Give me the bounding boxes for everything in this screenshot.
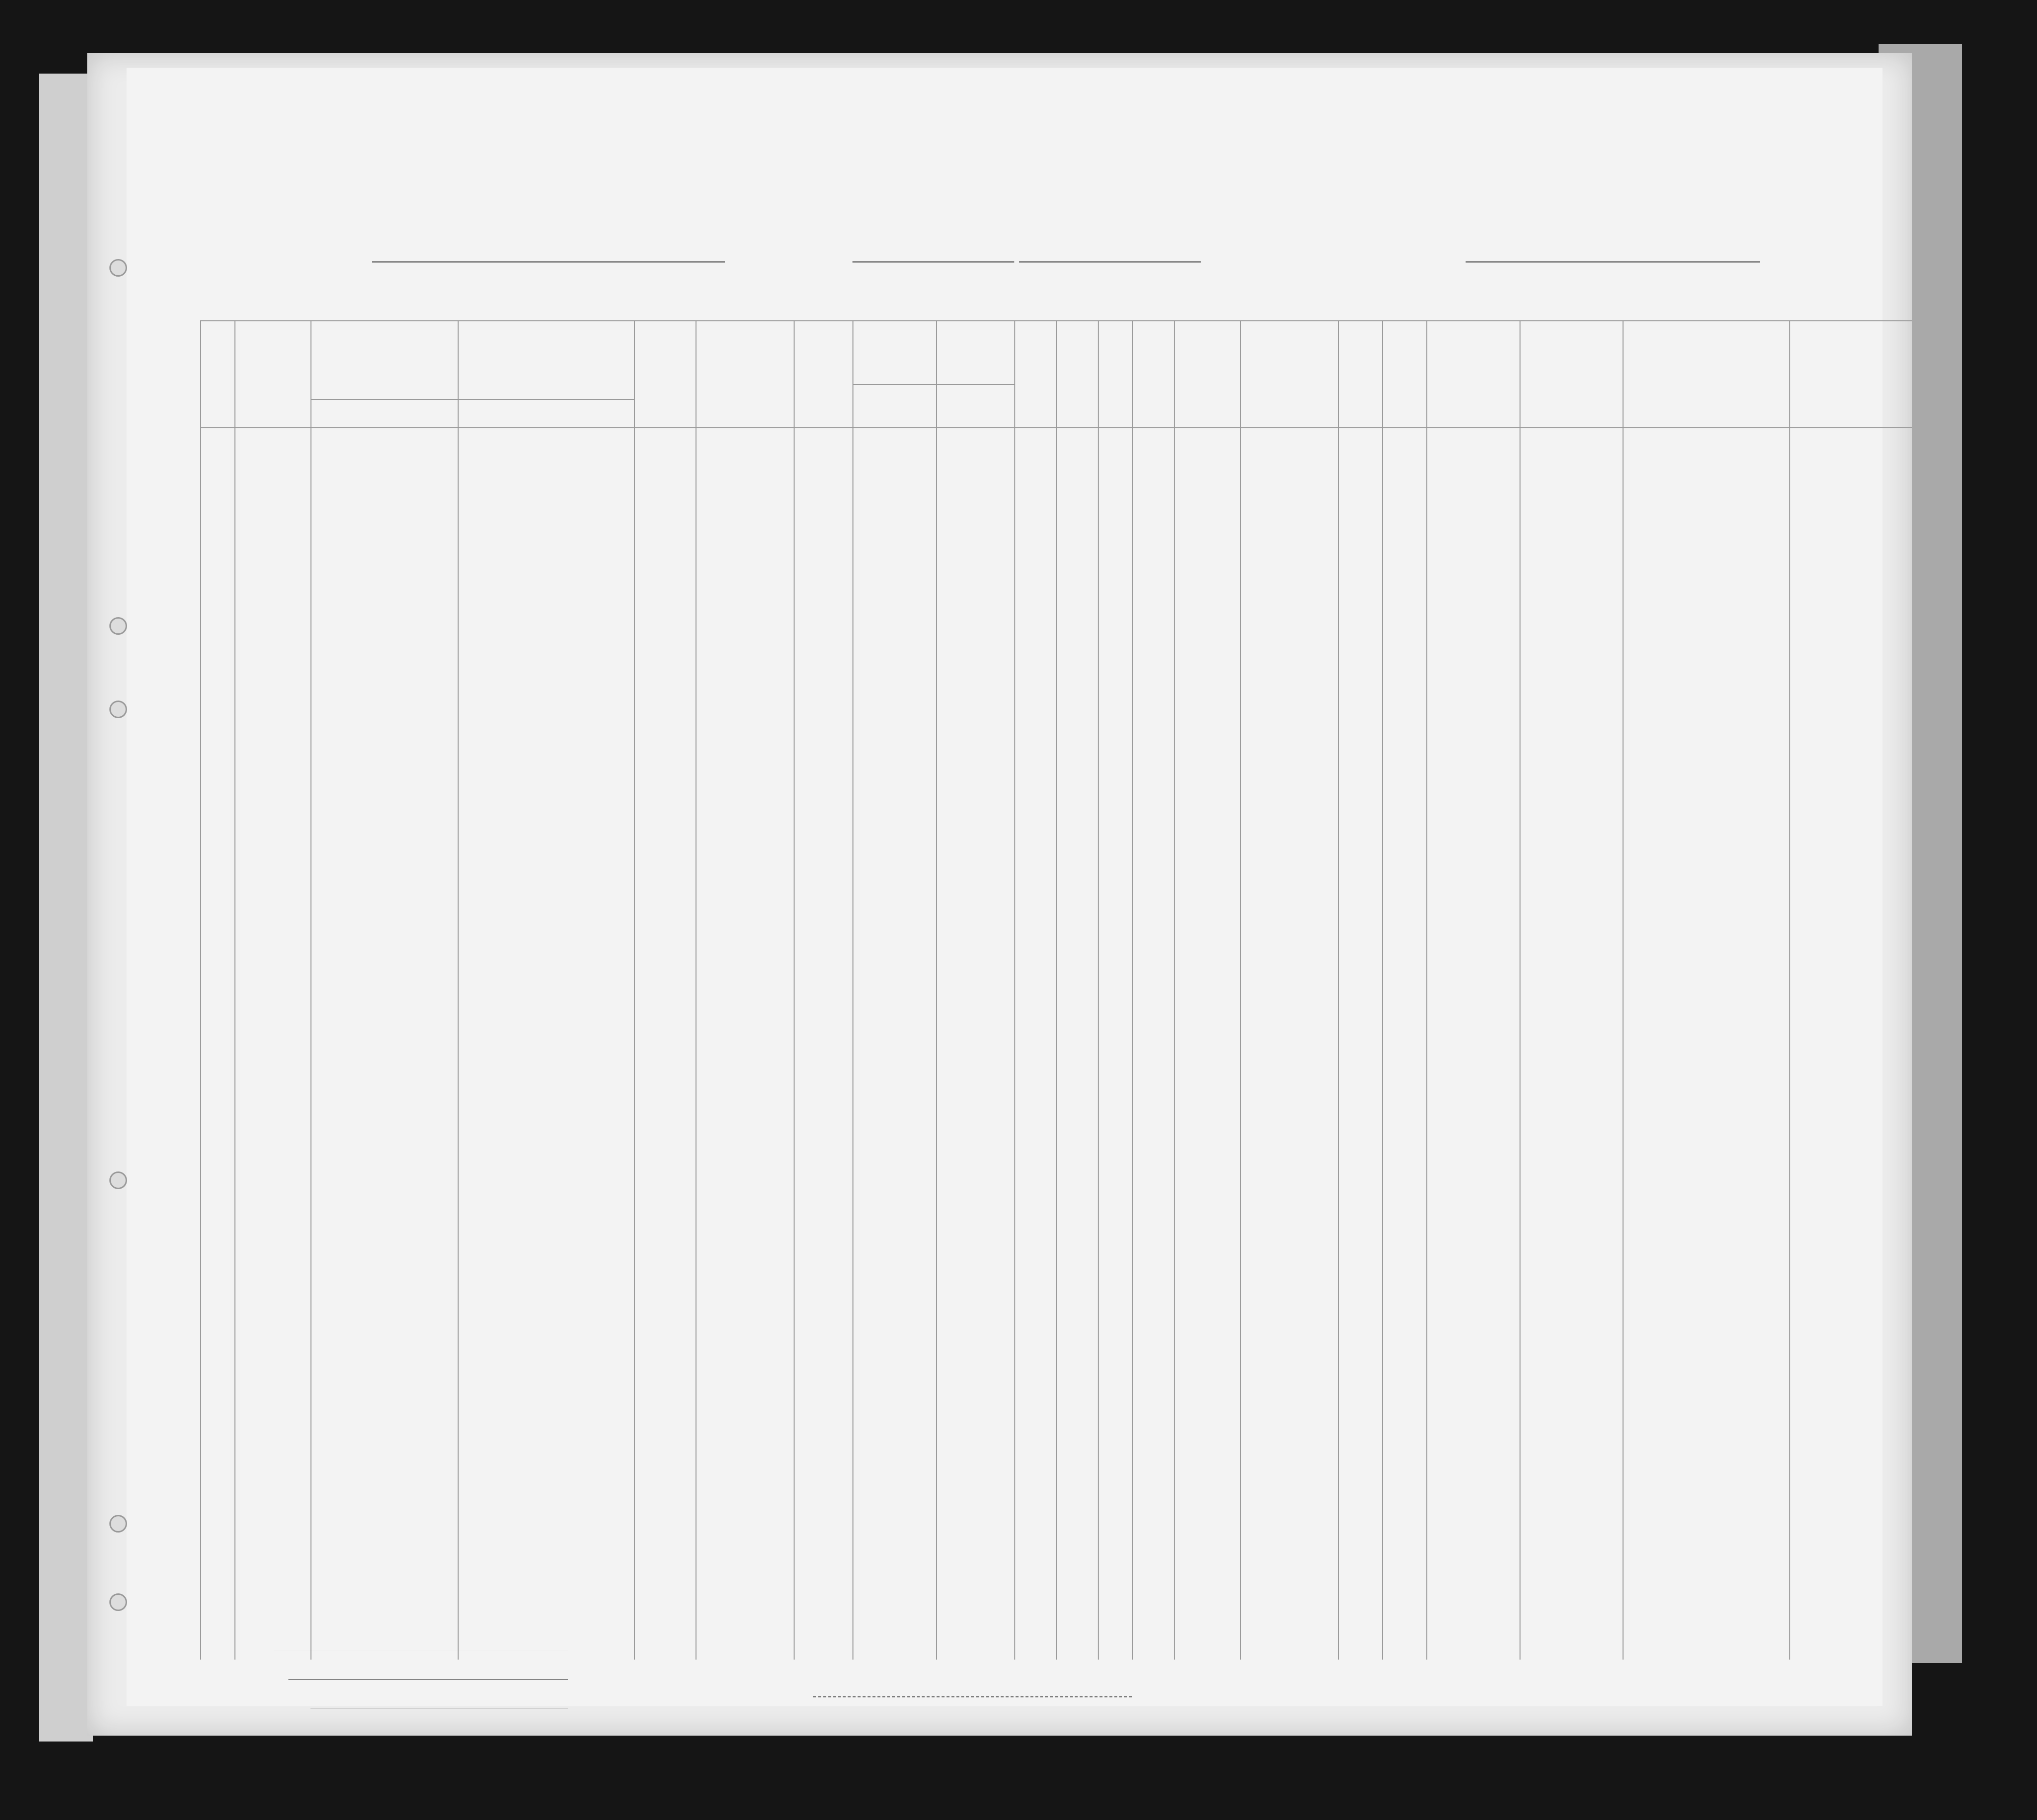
name-sub-rule [310,399,634,400]
column-rule [1382,320,1383,1660]
column-rule [234,320,235,1660]
owners-underline [288,1679,568,1680]
manifest-page [87,53,1912,1736]
punch-hole [109,617,127,635]
column-rule [1240,320,1241,1660]
column-rule [1789,320,1790,1660]
column-rule [1098,320,1099,1660]
column-rule [794,320,795,1660]
column-rule [1520,320,1521,1660]
underlying-page-left [39,74,93,1742]
date-underline [1019,257,1201,262]
vessel-underline [372,257,725,262]
column-rule [936,320,937,1660]
from-port-underline [1466,257,1760,262]
column-rule [634,320,635,1660]
column-rule [458,320,459,1660]
column-rule [200,320,201,1660]
column-rule [1338,320,1339,1660]
shipped-sub-rule [852,384,1014,385]
column-rule [1623,320,1624,1660]
column-rule [1426,320,1427,1660]
inspector-signature-line [813,1696,1132,1697]
punch-hole [109,701,127,718]
column-rule [1132,320,1133,1660]
punch-hole [109,1171,127,1189]
punch-hole [109,1515,127,1533]
column-rule [852,320,853,1660]
column-rule [310,320,311,1660]
punch-hole [109,1593,127,1611]
column-rule [1056,320,1057,1660]
punch-hole [109,259,127,277]
port-underline [852,257,1014,262]
column-rule [1014,320,1015,1660]
column-rule [1174,320,1175,1660]
crew-manifest-table [200,320,1912,1660]
